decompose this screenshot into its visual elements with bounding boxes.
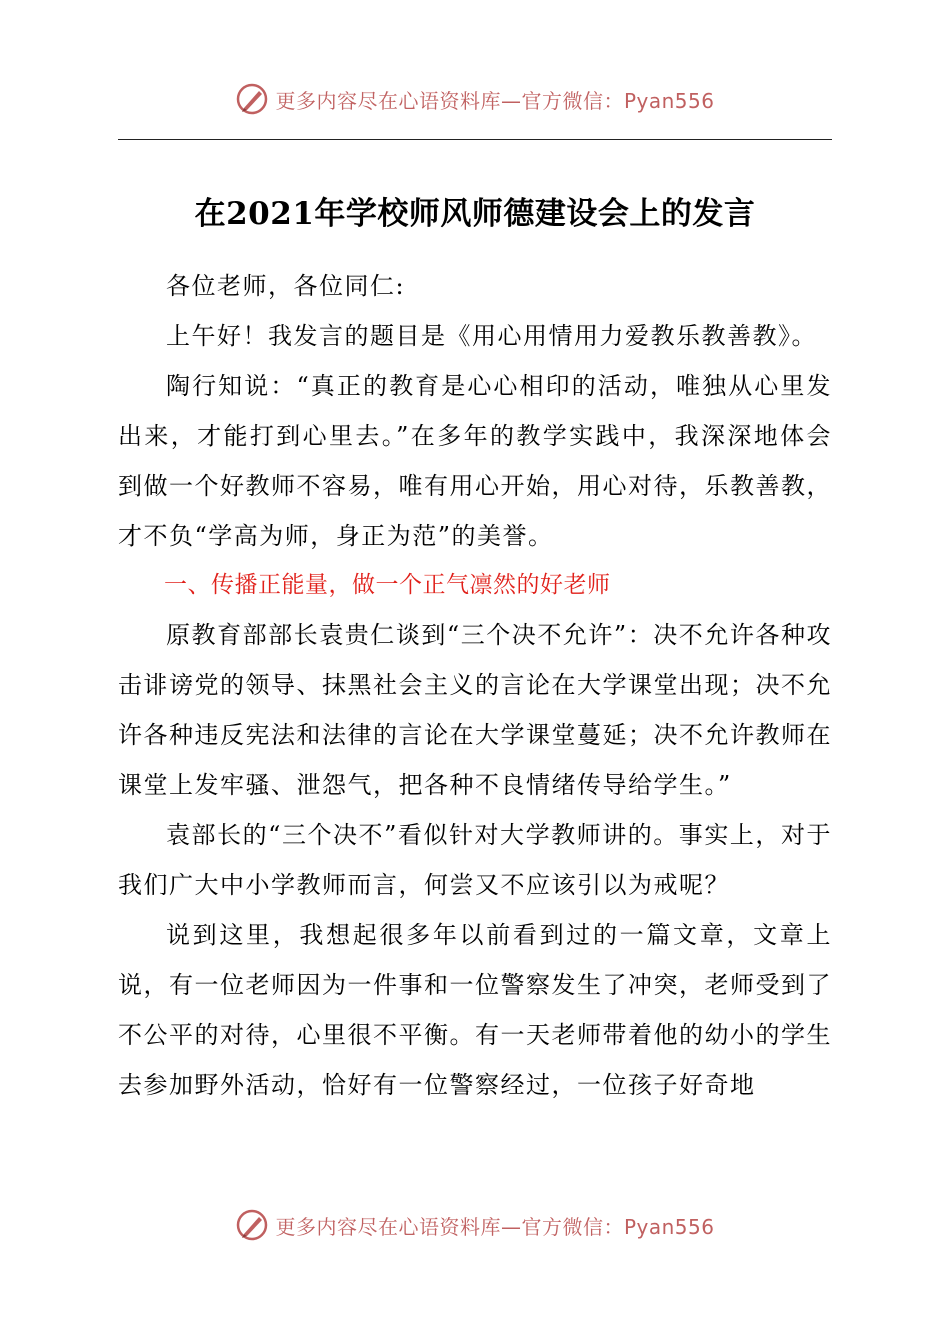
pen-logo-icon — [235, 82, 269, 116]
watermark-text: 更多内容尽在心语资料库—官方微信：Pyan556 — [275, 88, 715, 113]
watermark-text: 更多内容尽在心语资料库—官方微信：Pyan556 — [275, 1214, 715, 1239]
footer-watermark — [0, 1208, 950, 1242]
header-watermark — [0, 82, 950, 116]
paragraph: 原教育部部长袁贵仁谈到“三个决不允许”：决不允许各种攻击诽谤党的领导、抹黑社会主义的言论在大学课堂出现；决不允许各种违反宪法和法律的言论在大学课堂蔓延；决不允许教师在课堂上发牢骚、泄怨气，把各种不良情绪传导给学生。” — [118, 621, 832, 800]
header-divider — [118, 139, 832, 140]
section-heading: 一、传播正能量，做一个正气凛然的好老师 — [164, 572, 611, 599]
document-title: 在2021年学校师风师德建设会上的发言 — [194, 196, 756, 232]
pen-logo-icon — [235, 1208, 269, 1242]
paragraph: 上午好！我发言的题目是《用心用情用力爱教乐教善教》。 — [166, 321, 817, 350]
document-body — [118, 262, 832, 1110]
paragraph: 袁部长的“三个决不”看似针对大学教师讲的。事实上，对于我们广大中小学教师而言，何尝又不应该引以为戒呢？ — [118, 820, 832, 899]
paragraph: 各位老师，各位同仁: — [166, 272, 406, 300]
paragraph: 陶行知说：“真正的教育是心心相印的活动，唯独从心里发出来，才能打到心里去。”在多年的教学实践中，我深深地体会到做一个好教师不容易，唯有用心开始，用心对待，乐教善教，才不负“学高为师，身正为范”的美誉。 — [118, 371, 832, 550]
paragraph: 说到这里，我想起很多年以前看到过的一篇文章，文章上说，有一位老师因为一件事和一位警察发生了冲突，老师受到了不公平的对待，心里很不平衡。有一天老师带着他的幼小的学生去参加野外活动，恰好有一位警察经过，一位孩子好奇地 — [118, 920, 832, 1099]
